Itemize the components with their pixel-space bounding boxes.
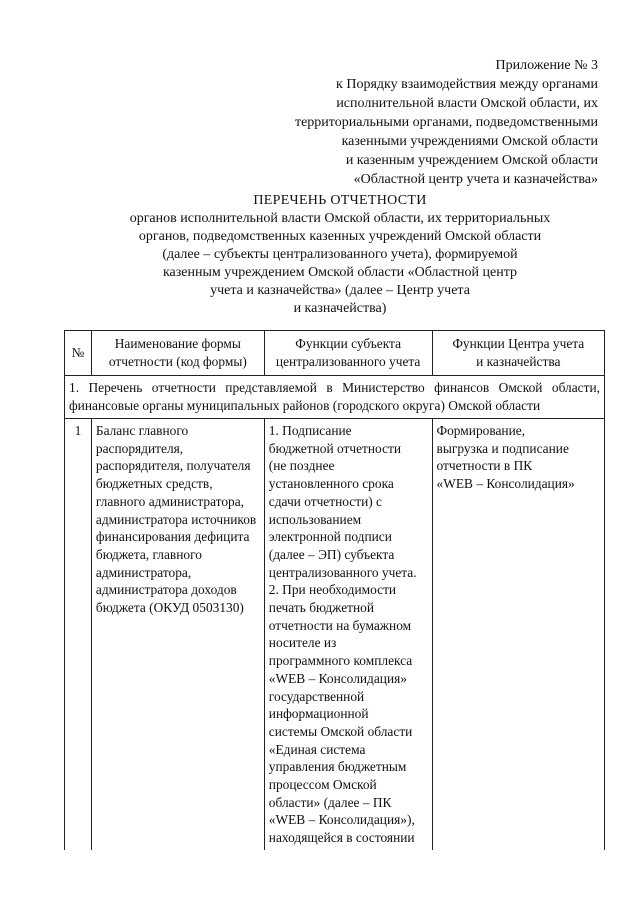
form-name-line: финансирования дефицита (95, 529, 250, 545)
subject-function-line: бюджетной отчетности (268, 440, 402, 456)
section-title: 1. Перечень отчетности представляемой в Министерство финансов Омской области, финансовые органы муниципальных районов (городского округа) Омской области (65, 376, 605, 419)
header-center-line: и казначейства (476, 354, 561, 369)
subject-function-line: сдачи отчетности) с (268, 493, 382, 509)
appendix-line: и казенным учреждением Омской области (345, 153, 598, 168)
section-row (65, 376, 605, 419)
cell-center-functions (432, 419, 604, 850)
subject-function-line: (далее – ЭП) субъекта (268, 546, 395, 562)
appendix-line: Приложение № 3 (495, 58, 598, 73)
subject-function-line: носителе из (268, 635, 337, 651)
center-function-line: отчетности в ПК (436, 458, 533, 474)
subject-function-line: «WEB – Консолидация» (268, 670, 407, 686)
subject-function-line: электронной подписи (268, 529, 392, 545)
form-name-line: администратора источников (95, 511, 257, 527)
subject-function-line: печать бюджетной (268, 600, 375, 616)
appendix-line: к Порядку взаимодействия между органами (336, 77, 598, 92)
title-line: казенным учреждением Омской области «Областной центр (162, 265, 518, 280)
cell-form-name (91, 419, 264, 850)
title-main: ПЕРЕЧЕНЬ ОТЧЕТНОСТИ (253, 193, 427, 208)
header-number: № (65, 331, 92, 376)
appendix-line: территориальными органами, подведомственными (294, 115, 598, 130)
subject-function-line: информационной (268, 706, 369, 722)
center-function-line: Формирование, (436, 423, 526, 438)
form-name-line: бюджетных средств, (95, 476, 213, 492)
subject-function-line: государственной (268, 688, 365, 704)
table-row (65, 419, 605, 850)
center-function-line: «WEB – Консолидация» (436, 476, 575, 492)
subject-function-line: использованием (268, 511, 362, 527)
header-form-name (91, 331, 264, 376)
form-name-line: распорядителя, получателя (95, 458, 251, 474)
row-number: 1 (65, 419, 92, 850)
subject-function-line: процессом Омской (268, 777, 377, 793)
header-center-functions (432, 331, 604, 376)
subject-function-line: отчетности на бумажном (268, 617, 412, 633)
subject-function-line: программного комплекса (268, 653, 413, 669)
center-function-line: выгрузка и подписание (436, 440, 569, 456)
header-center-line: Функции Центра учета (452, 336, 585, 351)
document-title (70, 192, 610, 318)
table-header-row (65, 331, 605, 376)
subject-function-line: (не позднее (268, 458, 335, 474)
header-form-line: Наименование формы (114, 336, 241, 351)
subject-function-line: «Единая система (268, 741, 366, 757)
subject-function-line: управления бюджетным (268, 759, 407, 775)
form-name-line: Баланс главного (95, 423, 189, 438)
title-line: органов исполнительной власти Омской области, их территориальных (129, 211, 551, 226)
form-name-line: бюджета (ОКУД 0503130) (95, 600, 244, 616)
form-name-line: главного администратора, (95, 493, 245, 509)
subject-function-line: «WEB – Консолидация»), (268, 812, 415, 828)
subject-function-line: 1. Подписание (268, 423, 352, 438)
form-name-line: бюджета, главного (95, 546, 202, 562)
subject-function-line: находящейся в состоянии (268, 830, 415, 846)
subject-function-line: 2. При необходимости (268, 582, 397, 598)
title-subtitle (70, 210, 610, 318)
report-table (64, 330, 605, 850)
title-line: учета и казначейства» (далее – Центр учета (210, 283, 470, 298)
subject-function-line: области» (далее – ПК (268, 794, 392, 810)
appendix-line: исполнительной власти Омской области, их (336, 96, 598, 111)
header-form-line: отчетности (код формы) (108, 354, 247, 369)
subject-function-line: системы Омской области (268, 723, 413, 739)
appendix-line: «Областной центр учета и казначейства» (353, 172, 598, 187)
title-line: и казначейства) (293, 301, 387, 316)
appendix-header (295, 56, 598, 189)
header-subject-line: Функции субъекта (295, 336, 402, 351)
form-name-line: администратора, (95, 564, 192, 580)
title-line: (далее – субъекты централизованного учета), формируемой (162, 247, 518, 262)
form-name-line: администратора доходов (95, 582, 237, 598)
header-subject-line: централизованного учета (275, 354, 421, 369)
form-name-line: распорядителя, (95, 440, 184, 456)
subject-function-line: централизованного учета. (268, 564, 417, 580)
cell-subject-functions (264, 419, 432, 850)
appendix-line: казенными учреждениями Омской области (341, 134, 598, 149)
header-subject-functions (264, 331, 432, 376)
title-line: органов, подведомственных казенных учреждений Омской области (138, 229, 542, 244)
subject-function-line: установленного срока (268, 476, 394, 492)
